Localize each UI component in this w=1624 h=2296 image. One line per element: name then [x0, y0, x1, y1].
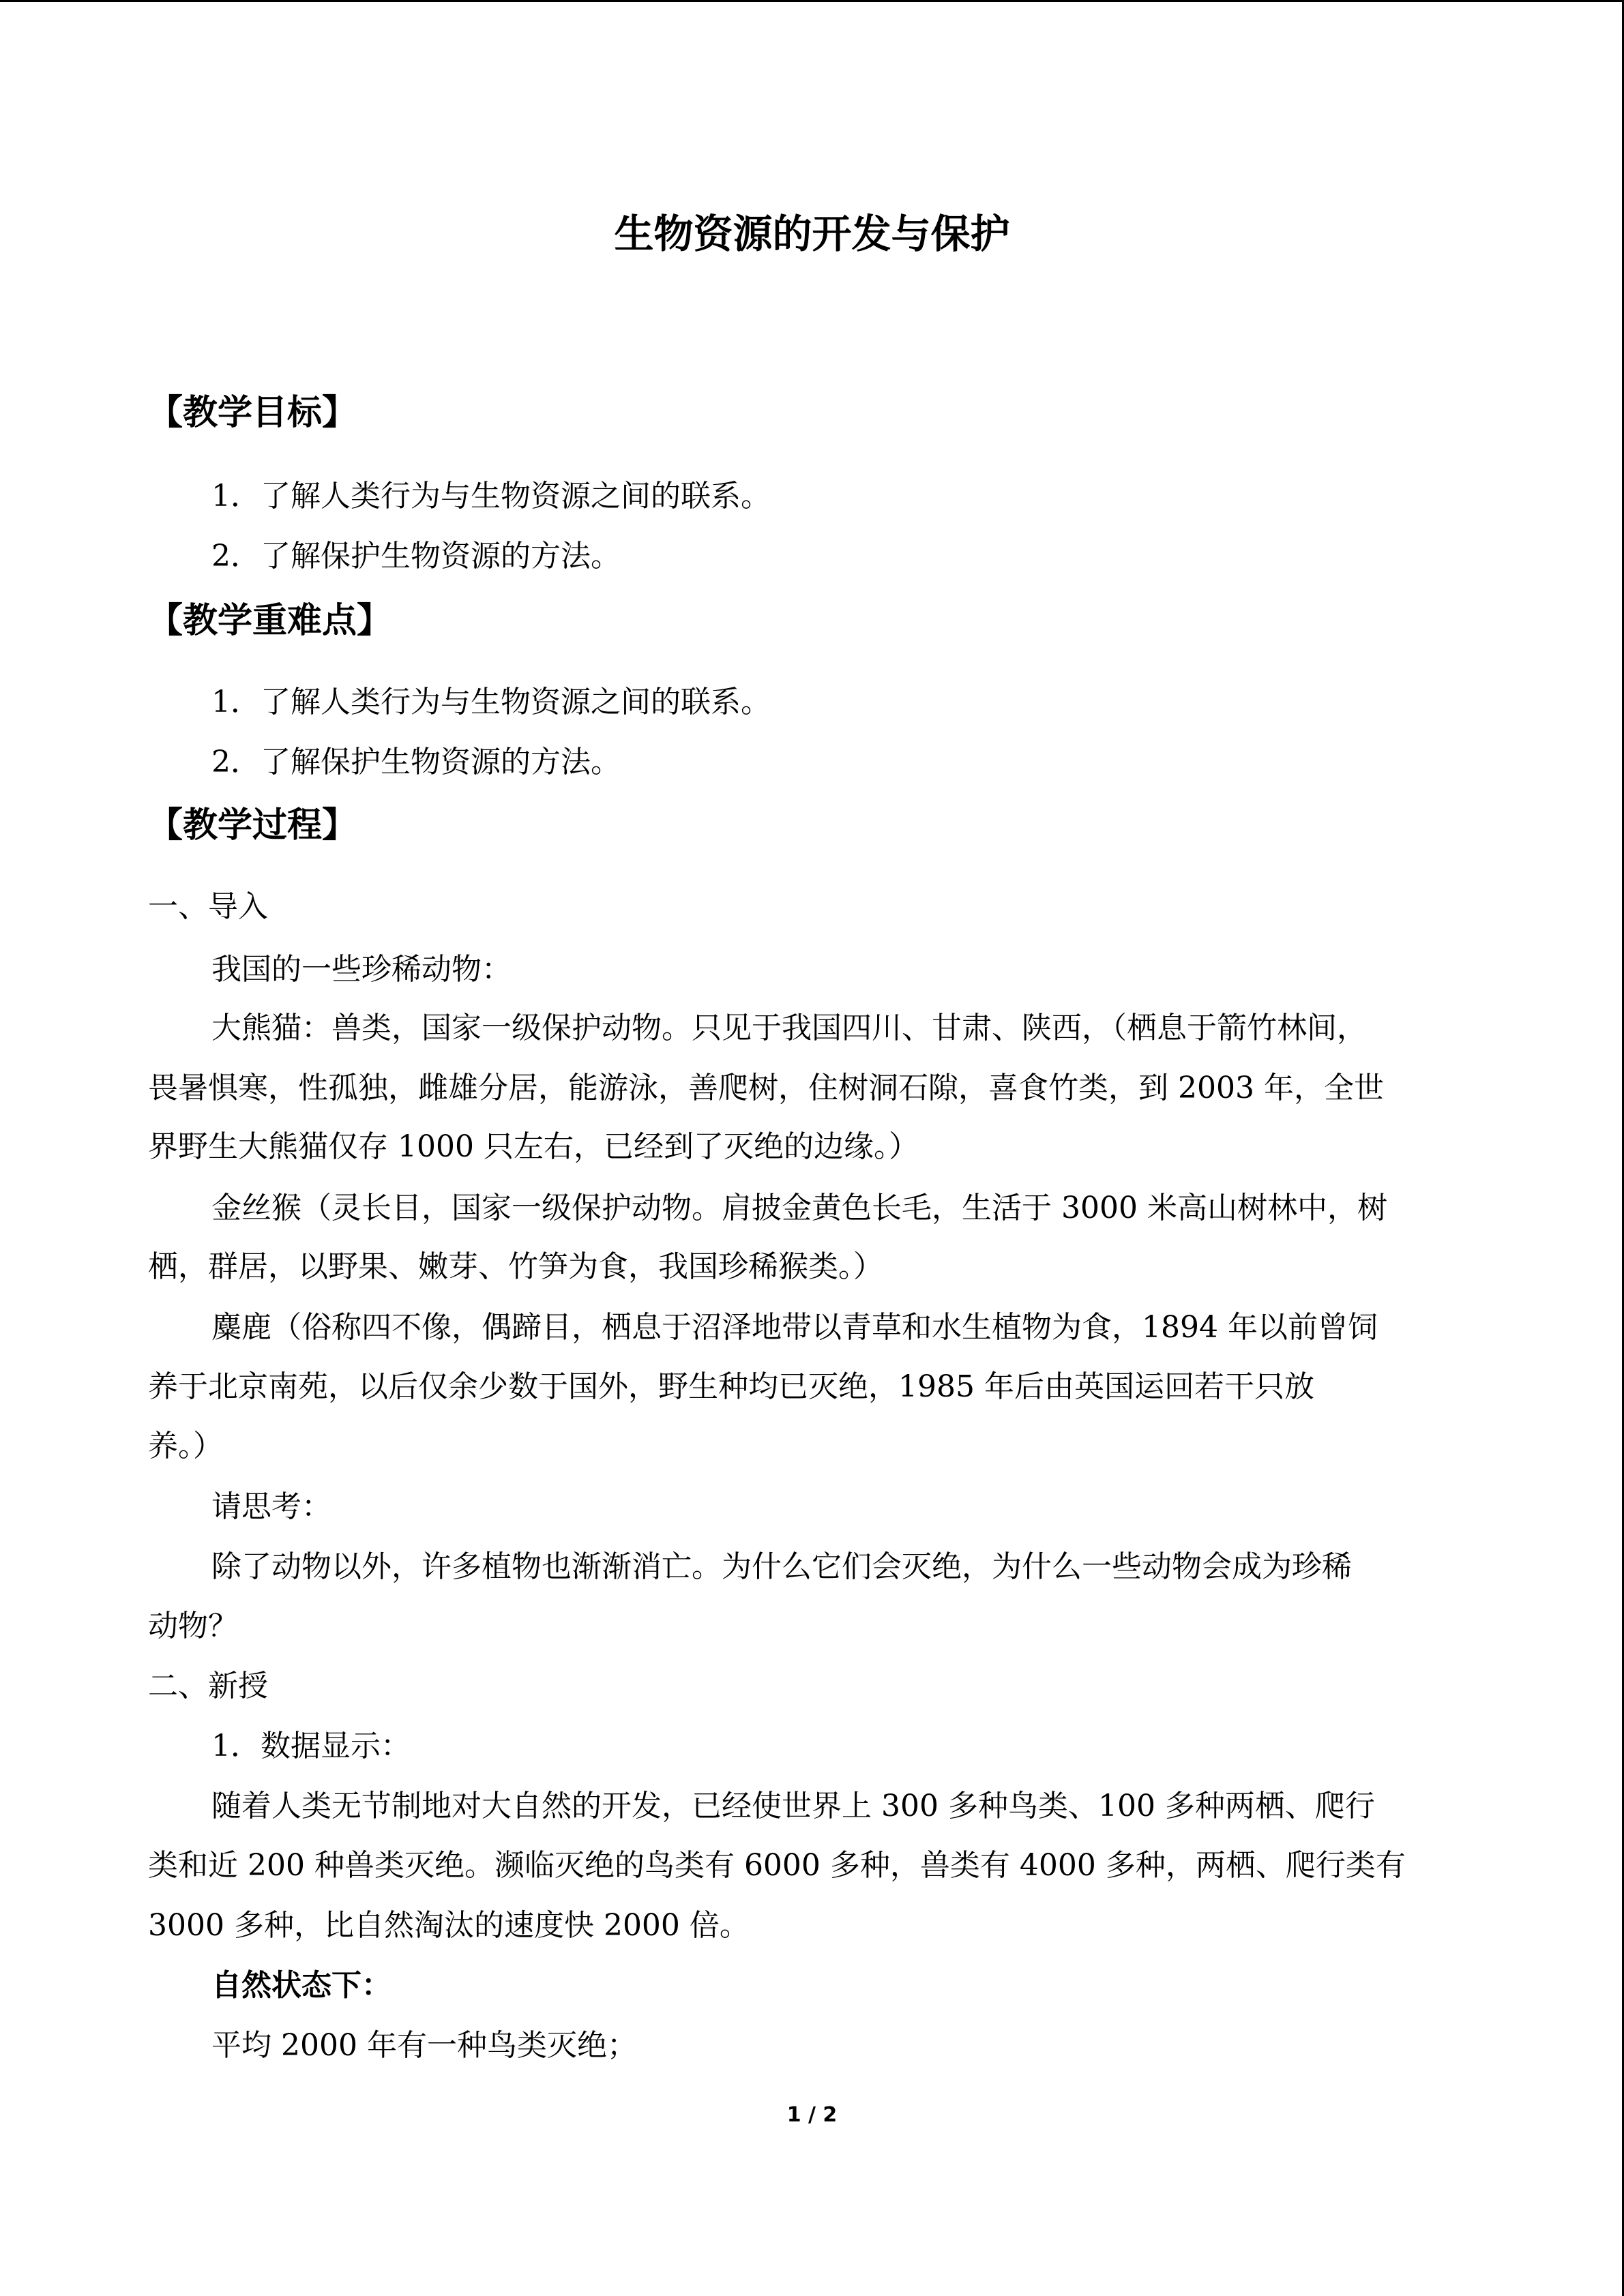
panda-paragraph-line: 畏暑惧寒，性孤独，雌雄分居，能游泳，善爬树，住树洞石隙，喜食竹类，到 2003 年，全世: [148, 1071, 1384, 1105]
key-points-heading: 【教学重难点】: [148, 600, 392, 641]
monkey-paragraph-line: 金丝猴（灵长目，国家一级保护动物。肩披金黄色长毛，生活于 3000 米高山树林中，树: [211, 1191, 1387, 1225]
data-label: 1．数据显示：: [211, 1729, 411, 1763]
panda-paragraph-line: 大熊猫：兽类，国家一级保护动物。只见于我国四川、甘肃、陕西，（栖息于箭竹林间，: [211, 1011, 1367, 1045]
document-title: 生物资源的开发与保护: [614, 211, 1010, 257]
question-line: 动物？: [148, 1609, 238, 1643]
data-paragraph-line: 类和近 200 种兽类灭绝。濒临灭绝的鸟类有 6000 多种，兽类有 4000 多种，两栖、爬行类有: [148, 1848, 1406, 1883]
process-heading: 【教学过程】: [148, 805, 357, 846]
deer-paragraph-line: 养于北京南苑，以后仅余少数于国外，野生种均已灭绝，1985 年后由英国运回若干只放: [148, 1369, 1314, 1404]
monkey-paragraph-line: 栖，群居，以野果、嫩芽、竹笋为食，我国珍稀猴类。）: [148, 1249, 883, 1284]
natural-state-line: 平均 2000 年有一种鸟类灭绝；: [211, 2028, 637, 2063]
natural-state-label: 自然状态下：: [211, 1968, 392, 2003]
question-line: 除了动物以外，许多植物也渐渐消亡。为什么它们会灭绝，为什么一些动物会成为珍稀: [211, 1549, 1352, 1584]
deer-paragraph-line: 养。）: [148, 1429, 223, 1463]
key-point-item: 1．了解人类行为与生物资源之间的联系。: [211, 685, 771, 719]
deer-paragraph-line: 麋鹿（俗称四不像，偶蹄目，栖息于沼泽地带以青草和水生植物为食，1894 年以前曾饲: [211, 1310, 1378, 1345]
panda-paragraph-line: 界野生大熊猫仅存 1000 只左右，已经到了灭绝的边缘。）: [148, 1129, 919, 1164]
think-label: 请思考：: [211, 1489, 331, 1524]
key-point-item: 2．了解保护生物资源的方法。: [211, 745, 621, 779]
data-paragraph-line: 3000 多种，比自然淘汰的速度快 2000 倍。: [148, 1908, 750, 1943]
objectives-heading: 【教学目标】: [148, 392, 357, 433]
objective-item: 1．了解人类行为与生物资源之间的联系。: [211, 479, 771, 513]
data-paragraph-line: 随着人类无节制地对大自然的开发，已经使世界上 300 多种鸟类、100 多种两栖、爬行: [211, 1789, 1375, 1823]
page-number: 1 / 2: [786, 2103, 838, 2127]
intro-lead: 我国的一些珍稀动物：: [211, 952, 512, 987]
objective-item: 2．了解保护生物资源的方法。: [211, 539, 621, 573]
new-lesson-heading: 二、新授: [148, 1669, 268, 1703]
intro-heading: 一、导入: [148, 889, 268, 924]
